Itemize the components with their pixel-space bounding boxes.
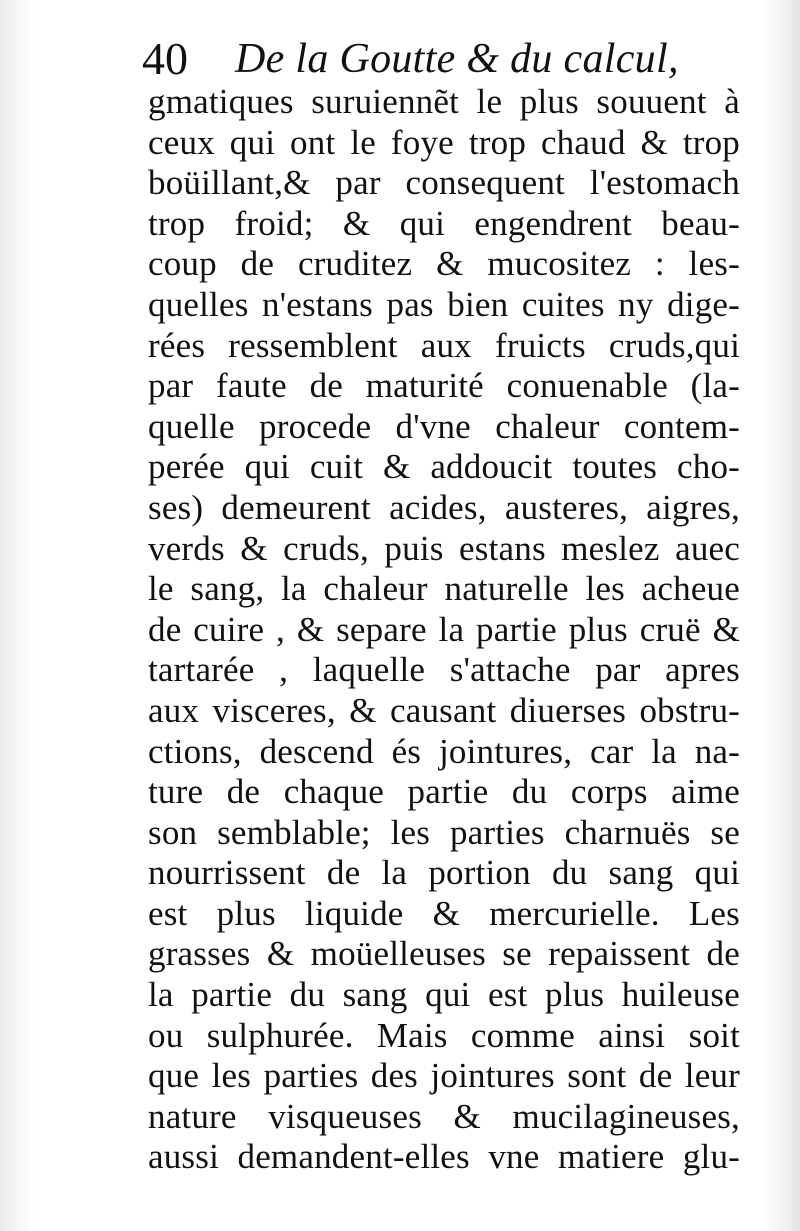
text-line: verds & cruds, puis estans meslez auec — [148, 528, 740, 568]
page-header — [140, 28, 760, 88]
text-line: boüillant,& par consequent l'estomach — [148, 163, 740, 203]
text-line: coup de cruditez & mucositez : les- — [148, 244, 740, 284]
text-line: aux visceres, & causant diuerses obstru- — [148, 690, 740, 730]
text-line: ture de chaque partie du corps aime — [148, 772, 740, 812]
text-line: son semblable; les parties charnuës se — [148, 812, 740, 852]
text-line: grasses & moüelleuses se repaissent de — [148, 934, 740, 974]
text-line: tartarée , laquelle s'attache par apres — [148, 650, 740, 690]
text-line: ceux qui ont le foye trop chaud & trop — [148, 122, 740, 162]
text-line: nourrissent de la portion du sang qui — [148, 853, 740, 893]
text-line: nature visqueuses & mucilagineuses, — [148, 1096, 740, 1136]
text-line: ctions, descend és jointures, car la na- — [148, 731, 740, 771]
text-line: ou sulphurée. Mais comme ainsi soit — [148, 1015, 740, 1055]
text-line: par faute de maturité conuenable (la- — [148, 366, 740, 406]
body-text — [148, 82, 740, 1178]
text-line: quelle procede d'vne chaleur contem- — [148, 406, 740, 446]
text-line: est plus liquide & mercurielle. Les — [148, 893, 740, 933]
text-line: que les parties des jointures sont de leur — [148, 1056, 740, 1096]
page-number: 40 — [142, 33, 188, 84]
text-line: gmatiques suruiennẽt le plus souuent à — [148, 82, 740, 121]
text-line: perée qui cuit & addoucit toutes cho- — [148, 447, 740, 487]
text-line: ses) demeurent acides, austeres, aigres, — [148, 487, 740, 527]
text-line: de cuire , & separe la partie plus cruë & — [148, 609, 740, 649]
text-line: le sang, la chaleur naturelle les acheue — [148, 569, 740, 609]
running-head: De la Goutte & du calcul, — [235, 36, 679, 82]
text-line: aussi demandent-elles vne matiere glu- — [148, 1137, 740, 1177]
text-line: la partie du sang qui est plus huileuse — [148, 975, 740, 1015]
text-line: trop froid; & qui engendrent beau- — [148, 203, 740, 243]
text-line: quelles n'estans pas bien cuites ny dige- — [148, 284, 740, 324]
text-line: rées ressemblent aux fruicts cruds,qui — [148, 325, 740, 365]
